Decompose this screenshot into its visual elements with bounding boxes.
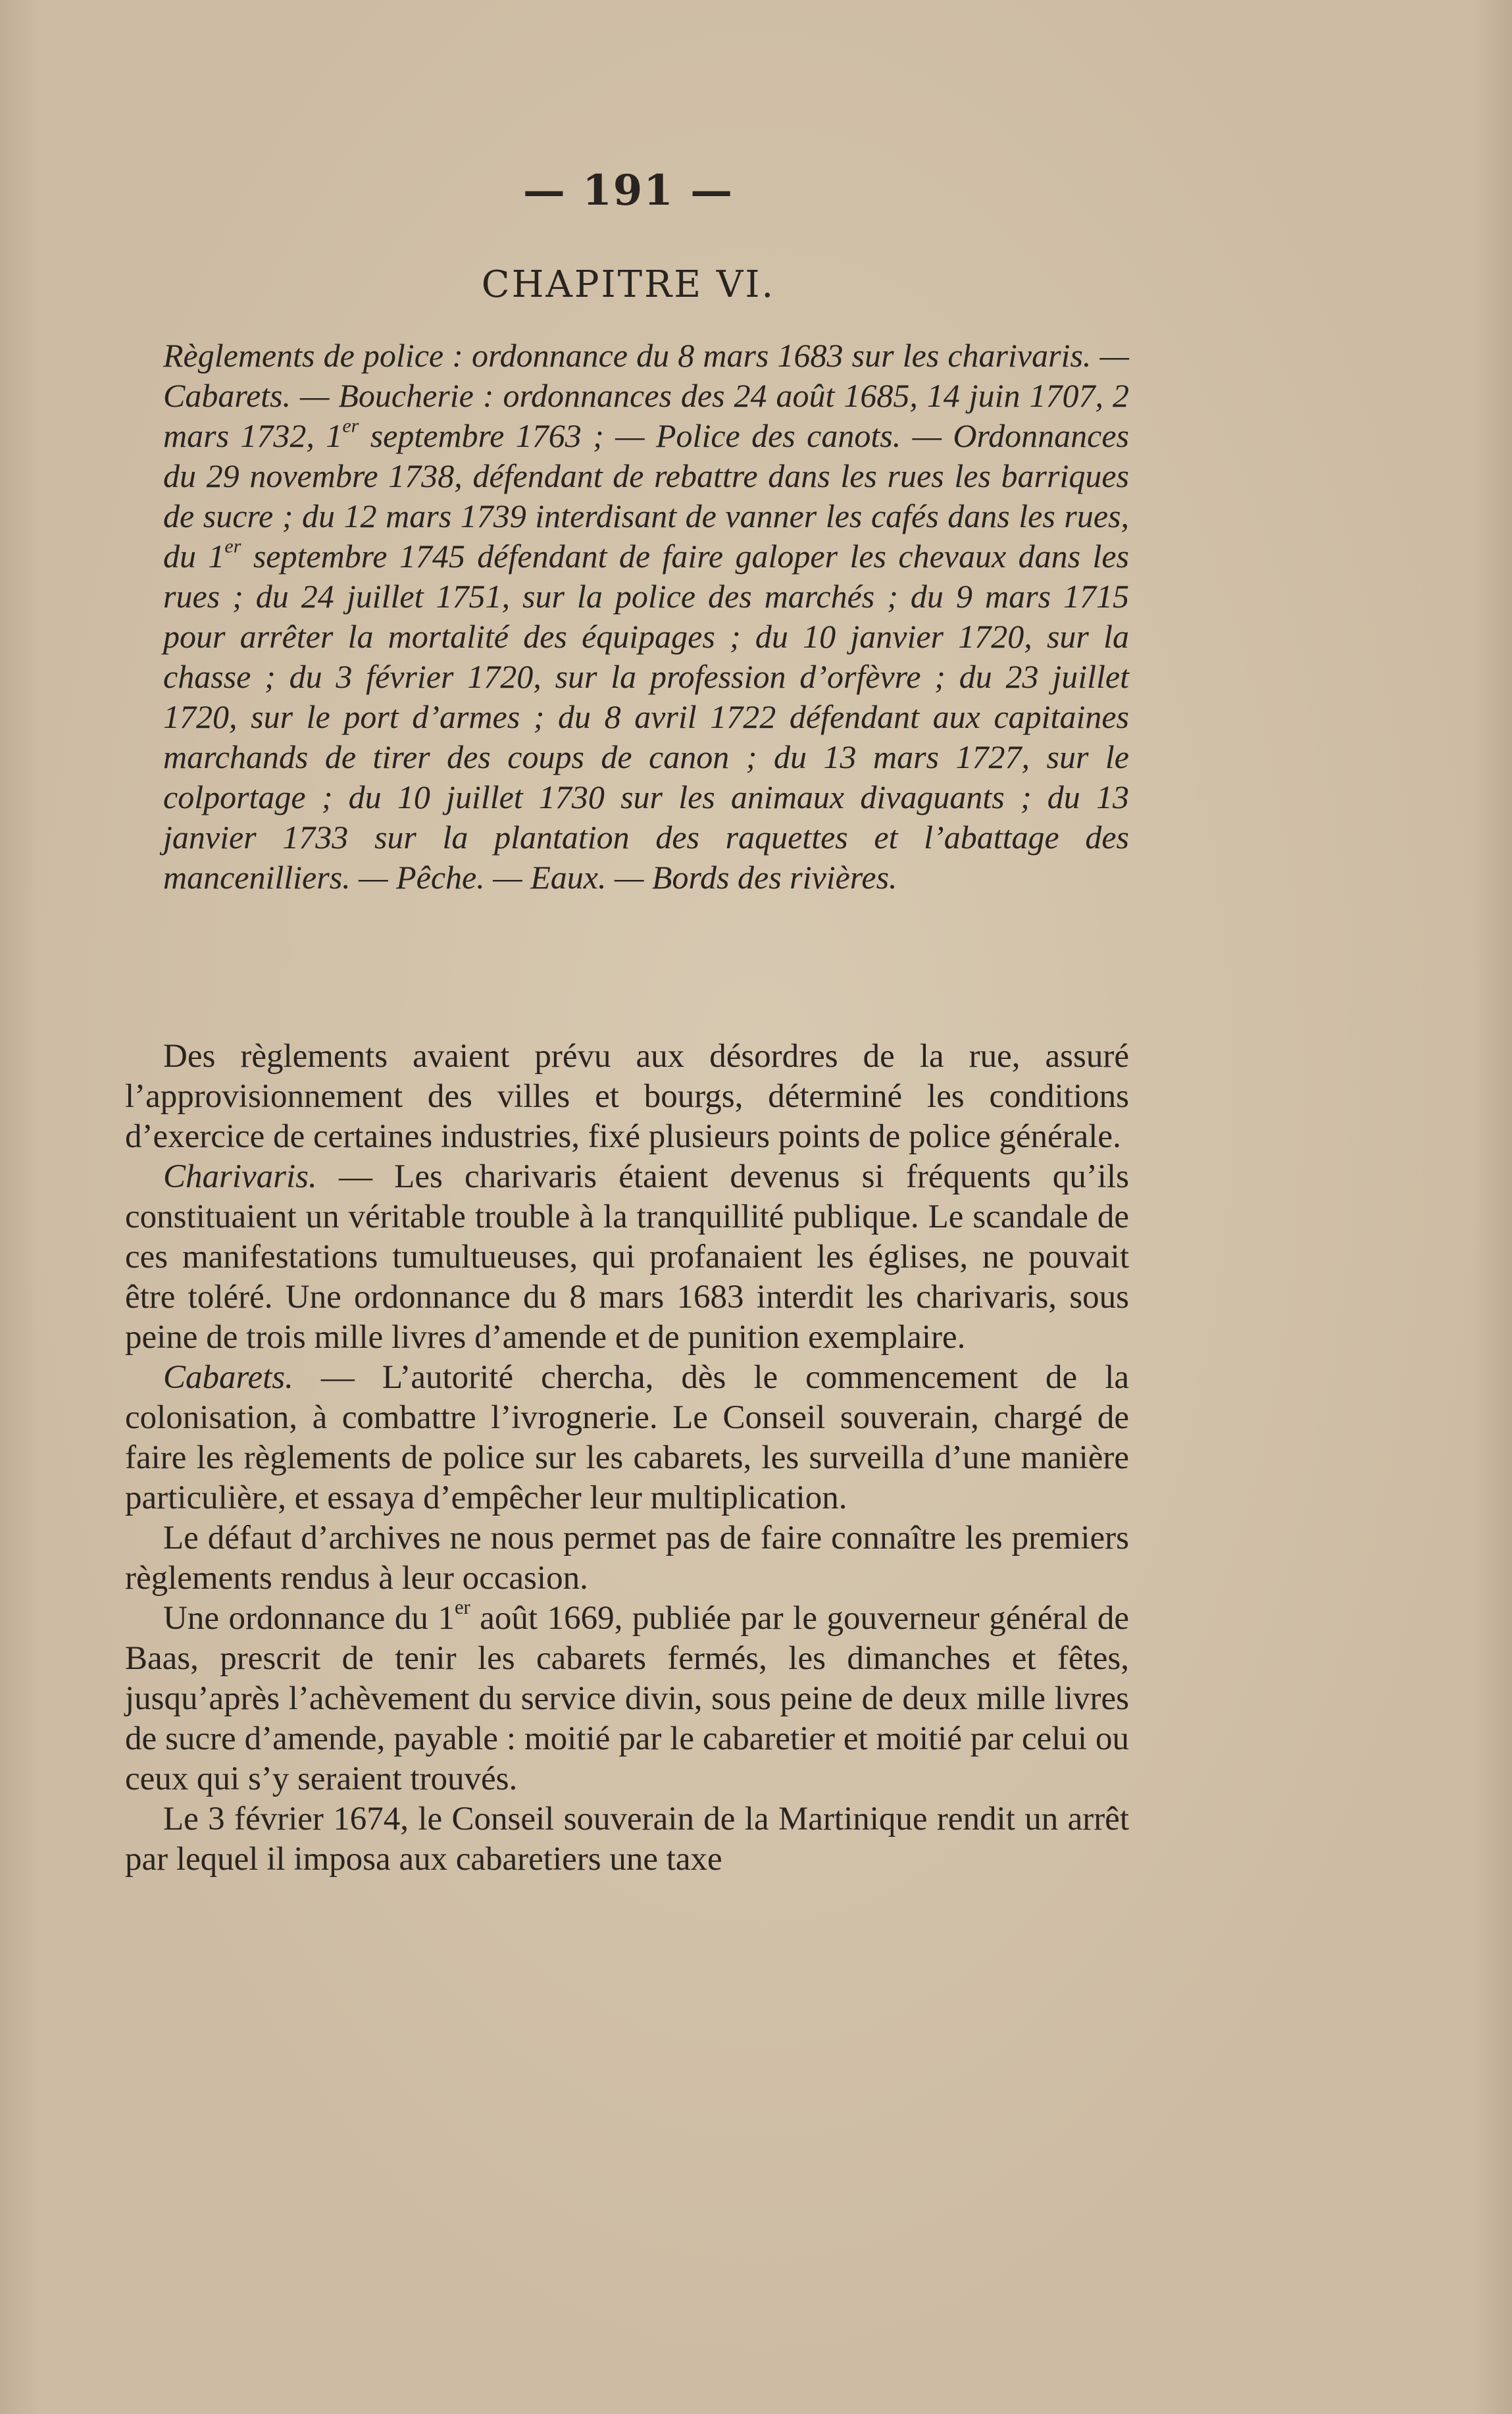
paragraph-text-1669-a: Une ordonnance du 1 bbox=[163, 1600, 455, 1637]
chapter-heading: CHAPITRE VI. bbox=[481, 263, 776, 306]
paragraph-text-cabarets: — L’autorité chercha, dès le commencement de la colonisation, à combattre l’ivrognerie. Le Conseil souverain, chargé de faire les règlements de police sur les cabarets, les surveilla d’une manière particulière, et essaya d’empêcher leur multiplication. bbox=[125, 1359, 1129, 1516]
paragraph-text-charivaris: — Les charivaris étaient devenus si fréquents qu’ils constituaient un véritable trouble à la tranquillité publique. Le scandale de ces manifestations tumultueuses, qui profanaient les églises, ne pouvait être toléré. Une ordonnance du 8 mars 1683 interdit les charivaris, sous peine de trois mille livres d’amende et de punition exemplaire. bbox=[125, 1158, 1129, 1356]
paragraph-text-1669-b: août 1669, publiée par le gouverneur général de Baas, prescrit de tenir les cabarets fermés, les dimanches et fêtes, jusqu’après l’achèvement du service divin, sous peine de deux mille livres de sucre d’amende, payable : moitié par le cabaretier et moitié par celui ou ceux qui s’y seraient trouvés. bbox=[125, 1600, 1130, 1797]
paragraph-ordonnance-1669 bbox=[125, 1596, 1130, 1799]
summary-superscript-1: er bbox=[342, 415, 359, 437]
paragraph-superscript-1669: er bbox=[454, 1596, 470, 1619]
paragraph-lead-charivaris: Charivaris. bbox=[163, 1158, 317, 1195]
summary-text-3: septembre 1745 défendant de faire galoper les chevaux dans les rues ; du 24 juillet 1751, sur la police des marchés ; du 9 mars 1715 pour arrêter la mortalité des équipages ; du 10 janvier 1720, sur la chasse ; du 3 février 1720, sur la profession d’orfèvre ; du 23 juillet 1720, sur le port d’armes ; du 8 avril 1722 défendant aux capitaines marchands de tirer des coups de canon ; du 13 mars 1727, sur le colportage ; du 10 juillet 1730 sur les animaux divaguants ; du 13 janvier 1733 sur la plantation des raquettes et l’abattage des mancenilliers. — Pêche. — Eaux. — Bords des rivières. bbox=[163, 538, 1129, 896]
page-number: — 191 — bbox=[522, 166, 734, 215]
summary-superscript-2: er bbox=[224, 535, 241, 557]
summary-text-1: Règlements de police : ordonnance du 8 mars 1683 sur les charivaris. — Cabarets. — Boucherie : ordonnances des 24 août 1685, 14 juin 1707, 2 mars 1732, 1 bbox=[163, 337, 1129, 454]
summary-text-2: septembre 1763 ; — Police des canots. — Ordonnances du 29 novembre 1738, défendant de rebattre dans les rues les barriques de sucre ; du 12 mars 1739 interdisant de vanner les cafés dans les rues, du 1 bbox=[163, 417, 1129, 575]
chapter-summary bbox=[163, 336, 1129, 898]
paragraph-archives: Le défaut d’archives ne nous permet pas de faire connaître les premiers règlements rendus à leur occasion. bbox=[125, 1520, 1129, 1597]
paragraph-cabarets bbox=[125, 1358, 1129, 1518]
paragraph-charivaris bbox=[125, 1157, 1129, 1358]
paragraph-intro: Des règlements avaient prévu aux désordres de la rue, assuré l’approvisionnement des villes et bourgs, déterminé les conditions d’exercice de certaines industries, fixé plusieurs points de police générale. bbox=[125, 1038, 1129, 1155]
body-text bbox=[125, 1037, 1129, 1880]
paragraph-lead-cabarets: Cabarets. bbox=[163, 1359, 293, 1396]
paragraph-1674: Le 3 février 1674, le Conseil souverain de la Martinique rendit un arrêt par lequel il imposa aux cabaretiers une taxe bbox=[125, 1801, 1129, 1878]
